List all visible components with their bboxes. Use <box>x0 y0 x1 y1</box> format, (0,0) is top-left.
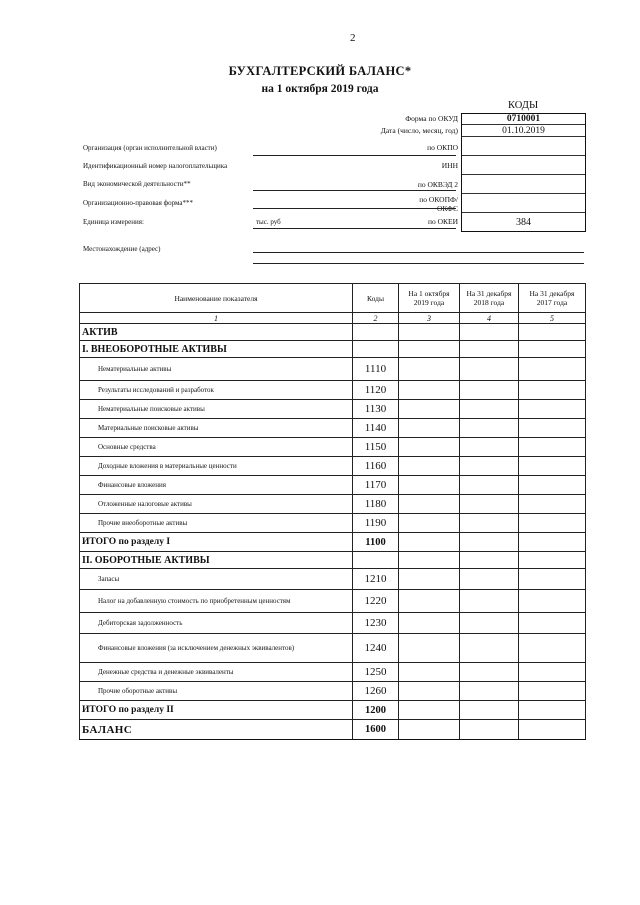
total1-col5[interactable] <box>519 533 586 552</box>
unit-line <box>253 228 456 229</box>
row-code: 1130 <box>353 400 399 419</box>
document-title: БУХГАЛТЕРСКИЙ БАЛАНС* <box>228 64 412 78</box>
header-col5: На 31 декабря 2017 года <box>519 284 586 313</box>
row-col4[interactable] <box>460 590 519 613</box>
row-name: Результаты исследований и разработок <box>80 381 353 400</box>
total2-code: 1200 <box>353 701 399 720</box>
row-code: 1180 <box>353 495 399 514</box>
row-name: Прочие оборотные активы <box>80 682 353 701</box>
row-col3[interactable] <box>399 613 460 634</box>
row-col5[interactable] <box>519 476 586 495</box>
date-label: Дата (число, месяц, год) <box>380 126 458 135</box>
row-col4[interactable] <box>460 457 519 476</box>
row-name: Финансовые вложения (за исключением денежных эквивалентов) <box>80 634 353 663</box>
row-col3[interactable] <box>399 682 460 701</box>
table-row <box>80 400 586 419</box>
header-col3: На 1 октября 2019 года <box>399 284 460 313</box>
row-col3[interactable] <box>399 400 460 419</box>
col-num-2: 2 <box>353 313 399 324</box>
okei-label: по ОКЕИ <box>427 217 458 226</box>
okei-value: 384 <box>462 212 585 231</box>
okpo-label: по ОКПО <box>427 143 458 152</box>
row-col3[interactable] <box>399 634 460 663</box>
row-code: 1110 <box>353 358 399 381</box>
organization-label: Организация (орган исполнительной власти) <box>83 144 217 152</box>
row-code: 1260 <box>353 682 399 701</box>
table-row <box>80 514 586 533</box>
header-code: Коды <box>353 284 399 313</box>
column-number-row <box>80 313 586 324</box>
row-col4[interactable] <box>460 682 519 701</box>
balance-total-name: БАЛАНС <box>80 720 353 740</box>
section1-title: I. ВНЕОБОРОТНЫЕ АКТИВЫ <box>80 341 353 358</box>
table-row <box>80 634 586 663</box>
row-code: 1190 <box>353 514 399 533</box>
okved-value <box>462 174 585 193</box>
row-col5[interactable] <box>519 613 586 634</box>
row-col5[interactable] <box>519 419 586 438</box>
row-col3[interactable] <box>399 381 460 400</box>
table-row <box>80 381 586 400</box>
total1-name: ИТОГО по разделу I <box>80 533 353 552</box>
row-col3[interactable] <box>399 663 460 682</box>
col-num-1: 1 <box>80 313 353 324</box>
row-col3[interactable] <box>399 438 460 457</box>
table-row <box>80 476 586 495</box>
row-col5[interactable] <box>519 569 586 590</box>
table-header-row <box>80 284 586 313</box>
row-col3[interactable] <box>399 495 460 514</box>
row-col4[interactable] <box>460 495 519 514</box>
row-col4[interactable] <box>460 514 519 533</box>
row-code: 1250 <box>353 663 399 682</box>
row-name: Основные средства <box>80 438 353 457</box>
row-name: Материальные поисковые активы <box>80 419 353 438</box>
row-col4[interactable] <box>460 358 519 381</box>
row-col5[interactable] <box>519 381 586 400</box>
section2-title: II. ОБОРОТНЫЕ АКТИВЫ <box>80 552 353 569</box>
row-col3[interactable] <box>399 457 460 476</box>
balance-total-row <box>80 720 586 740</box>
legal-form-line <box>253 208 456 209</box>
table-row <box>80 438 586 457</box>
address-label: Местонахождение (адрес) <box>83 245 161 253</box>
okopf-okfs-value <box>462 193 585 212</box>
row-code: 1120 <box>353 381 399 400</box>
okved-label: по ОКВЭД 2 <box>417 180 458 189</box>
col-num-3: 3 <box>399 313 460 324</box>
aktiv-title: АКТИВ <box>80 324 353 341</box>
balance-col4[interactable] <box>460 720 519 740</box>
section2-title-row <box>80 552 586 569</box>
okud-label: Форма по ОКУД <box>405 114 458 123</box>
row-col3[interactable] <box>399 476 460 495</box>
total2-row <box>80 701 586 720</box>
row-name: Запасы <box>80 569 353 590</box>
section1-title-row <box>80 341 586 358</box>
row-name: Налог на добавленную стоимость по приобретенным ценностям <box>80 590 353 613</box>
total2-name: ИТОГО по разделу II <box>80 701 353 720</box>
page-number: 2 <box>350 32 356 44</box>
row-col5[interactable] <box>519 457 586 476</box>
inn-value <box>462 155 585 174</box>
row-col5[interactable] <box>519 495 586 514</box>
total2-col5[interactable] <box>519 701 586 720</box>
codes-box <box>461 113 586 232</box>
table-row <box>80 495 586 514</box>
total1-col4[interactable] <box>460 533 519 552</box>
row-col4[interactable] <box>460 419 519 438</box>
total1-row <box>80 533 586 552</box>
table-row <box>80 358 586 381</box>
activity-label: Вид экономической деятельности** <box>83 180 191 188</box>
row-name: Денежные средства и денежные эквиваленты <box>80 663 353 682</box>
col-num-4: 4 <box>460 313 519 324</box>
row-code: 1220 <box>353 590 399 613</box>
row-col5[interactable] <box>519 663 586 682</box>
address-line-2 <box>253 263 584 264</box>
row-col3[interactable] <box>399 569 460 590</box>
table-row <box>80 613 586 634</box>
row-col3[interactable] <box>399 590 460 613</box>
row-name: Дебиторская задолженность <box>80 613 353 634</box>
row-col5[interactable] <box>519 634 586 663</box>
row-name: Доходные вложения в материальные ценности <box>80 457 353 476</box>
row-col5[interactable] <box>519 400 586 419</box>
total2-col3[interactable] <box>399 701 460 720</box>
section2-body <box>80 590 586 701</box>
row-col4[interactable] <box>460 663 519 682</box>
row-col3[interactable] <box>399 358 460 381</box>
row-col5[interactable] <box>519 682 586 701</box>
balance-col5[interactable] <box>519 720 586 740</box>
row-col4[interactable] <box>460 476 519 495</box>
row-name: Нематериальные активы <box>80 358 353 381</box>
total2-col4[interactable] <box>460 701 519 720</box>
row-col4[interactable] <box>460 438 519 457</box>
row-code: 1230 <box>353 613 399 634</box>
row-name: Нематериальные поисковые активы <box>80 400 353 419</box>
okpo-value <box>462 136 585 155</box>
table-row <box>80 663 586 682</box>
header-col4: На 31 декабря 2018 года <box>460 284 519 313</box>
okfs-label: ОКФС <box>436 204 458 213</box>
codes-caption: КОДЫ <box>508 100 539 111</box>
table-row <box>80 569 586 590</box>
unit-value: тыс. руб <box>256 218 281 226</box>
address-line-1 <box>253 252 584 253</box>
row-code: 1160 <box>353 457 399 476</box>
row-col4[interactable] <box>460 613 519 634</box>
row-code: 1210 <box>353 569 399 590</box>
date-value: 01.10.2019 <box>462 124 585 136</box>
activity-line <box>253 190 456 191</box>
aktiv-row <box>80 324 586 341</box>
row-name: Отложенные налоговые активы <box>80 495 353 514</box>
row-col5[interactable] <box>519 590 586 613</box>
inn-label: ИНН <box>441 161 458 170</box>
table-row <box>80 590 586 613</box>
row-code: 1140 <box>353 419 399 438</box>
balance-total-code: 1600 <box>353 720 399 740</box>
row-code: 1170 <box>353 476 399 495</box>
organization-line <box>253 155 456 156</box>
section1-body <box>80 358 586 533</box>
row-name: Прочие внеоборотные активы <box>80 514 353 533</box>
row-col4[interactable] <box>460 634 519 663</box>
total1-col3[interactable] <box>399 533 460 552</box>
row-col4[interactable] <box>460 400 519 419</box>
row-col5[interactable] <box>519 438 586 457</box>
table-row <box>80 682 586 701</box>
row-col5[interactable] <box>519 514 586 533</box>
col-num-5: 5 <box>519 313 586 324</box>
okopf-label: по ОКОПФ/ <box>419 195 458 204</box>
row-name: Финансовые вложения <box>80 476 353 495</box>
row-col4[interactable] <box>460 381 519 400</box>
row-col3[interactable] <box>399 419 460 438</box>
row-col5[interactable] <box>519 358 586 381</box>
row-col4[interactable] <box>460 569 519 590</box>
row-code: 1240 <box>353 634 399 663</box>
inn-left-label: Идентификационный номер налогоплательщика <box>83 162 228 170</box>
unit-label: Единица измерения: <box>83 218 144 226</box>
row-code: 1150 <box>353 438 399 457</box>
document-subtitle: на 1 октября 2019 года <box>261 83 379 95</box>
balance-col3[interactable] <box>399 720 460 740</box>
table-row <box>80 419 586 438</box>
okud-value: 0710001 <box>506 114 541 124</box>
table-row <box>80 457 586 476</box>
total1-code: 1100 <box>353 533 399 552</box>
header-name: Наименование показателя <box>80 284 353 313</box>
balance-table <box>79 283 586 740</box>
row-col3[interactable] <box>399 514 460 533</box>
legal-form-label: Организационно-правовая форма*** <box>83 199 194 207</box>
